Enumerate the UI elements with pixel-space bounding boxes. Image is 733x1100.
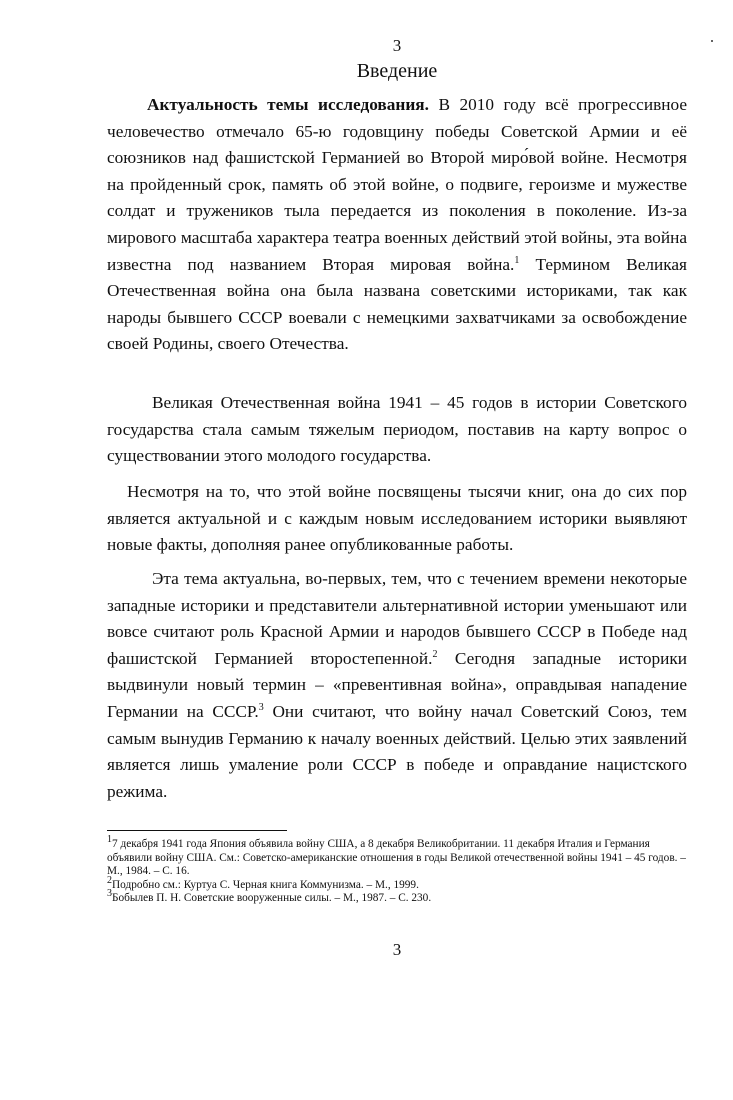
footnote-separator	[107, 830, 287, 831]
footnote-3-text: Бобылев П. Н. Советские вооруженные силы. – М., 1987. – С. 230.	[112, 892, 432, 904]
footnote-ref-1: 1	[514, 254, 520, 266]
footnote-1	[107, 834, 687, 879]
paragraph-2: Великая Отечественная война 1941 – 45 годов в истории Советского государства стала самым тяжелым периодом, поставив на карту вопрос о существовании этого молодого государства.	[107, 393, 687, 466]
footnote-ref-2: 2	[432, 649, 438, 661]
footnote-ref-3: 3	[258, 702, 264, 714]
paragraph-1-text-a: В 2010 году всё прогрессивное человечество отмечало 65-ю годовщину победы Советской Армии и её союзников над фашистской Германией во Второй миро́вой войне. Несмотря на пройденный срок, память об этой войне, о подвиге, героизме и мужестве солдат и тружеников тыла передается из поколения в поколение. Из-за мирового масштаба характера театра военных действий этой войны, эта война известна под названием Вторая мировая война.	[107, 95, 688, 274]
paragraph-4-text-b: Сегодня западные историки выдвинули новый термин – «превентивная война», оправдывая нападение Германии на СССР.	[107, 648, 687, 721]
footnote-2-text: Подробно см.: Куртуа С. Черная книга Коммунизма. – М., 1999.	[112, 878, 419, 891]
scan-speck	[711, 40, 713, 42]
paragraph-1-text-b: Термином Великая Отечественная война она была названа советскими историками, так как народы бывшего СССР воевали с немецкими захватчиками за освобождение своей Родины, своего Отечества.	[107, 254, 687, 354]
paragraph-3: Несмотря на то, что этой войне посвящены тысячи книг, она до сих пор является актуальной и с каждым новым исследованием историки выявляют новые факты, дополняя ранее опубликованные работы.	[107, 482, 687, 555]
paragraph-4-text-c: Они считают, что войну начал Советский Союз, тем самым вынудив Германию к началу военных действий. Целью этих заявлений является лишь умаление роли СССР в победе и оправдание нацистского режима.	[107, 701, 687, 801]
page-title: Введение	[356, 60, 438, 82]
paragraph-4	[107, 566, 687, 805]
paragraph-relevance	[107, 92, 687, 358]
relevance-heading: Актуальность темы исследования.	[147, 95, 429, 114]
page-number-top: 3	[392, 36, 402, 55]
footnote-3-number: 3	[107, 888, 112, 900]
footnote-2-number: 2	[107, 874, 112, 886]
paragraph-4-text-a: Эта тема актуальна, во-первых, тем, что с течением времени некоторые западные историки и представители альтернативной истории уменьшают или вовсе считают роль Красной Армии и народов бывшего СССР в Победе над фашистской Германией второстепенной.	[107, 569, 687, 668]
footnote-2	[107, 874, 687, 893]
footnote-3	[107, 888, 687, 906]
footnotes	[107, 834, 687, 906]
footnote-1-text: 7 декабря 1941 года Япония объявила войну США, а 8 декабря Великобритании. 11 декабря Италия и Германия объявили войну США. См.: Советско-американские отношения в годы Великой отечественной войны 1941 – 45 годов. – М., 1984. – С. 16.	[107, 838, 686, 877]
footnote-1-number: 1	[107, 834, 112, 846]
page-number-bottom: 3	[392, 940, 402, 959]
